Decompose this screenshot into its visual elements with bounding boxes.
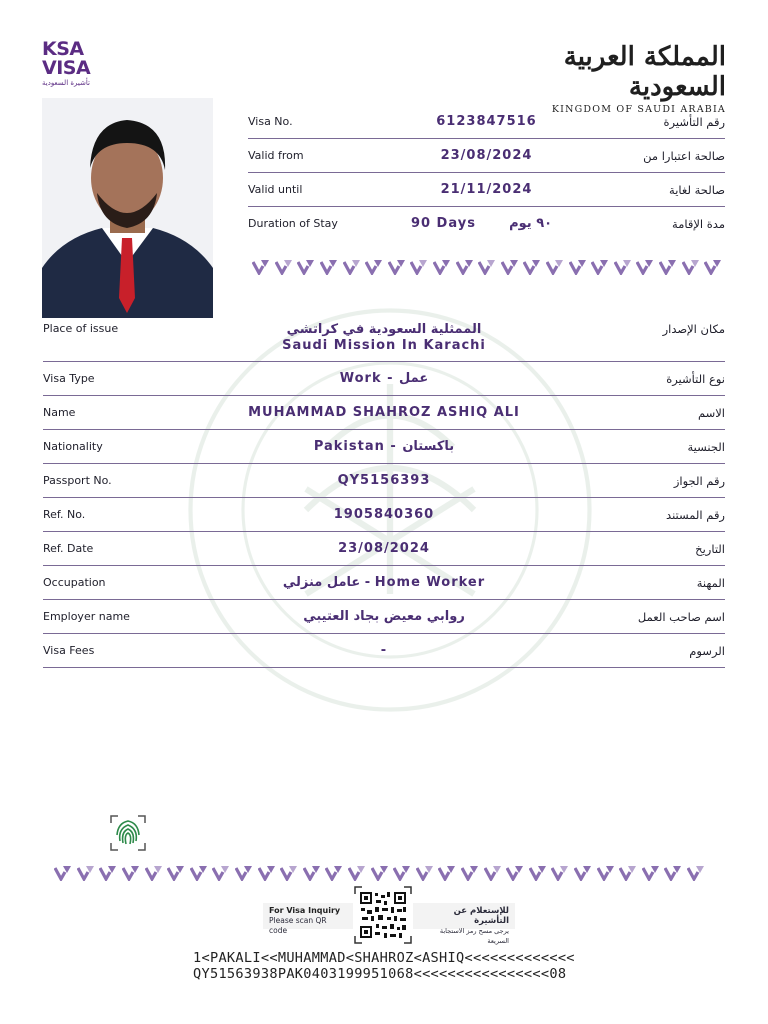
fingerprint-icon bbox=[108, 813, 148, 853]
place-of-issue-value-ar: الممثلية السعودية في كراتشي bbox=[286, 322, 482, 337]
employer-row bbox=[43, 600, 725, 634]
visa-no-label-en: Visa No. bbox=[248, 115, 293, 128]
valid-until-row bbox=[248, 173, 725, 207]
logo-visa: VISA bbox=[42, 57, 91, 79]
check-mark-icon bbox=[572, 862, 595, 882]
check-mark-icon bbox=[639, 862, 662, 882]
check-mark-icon bbox=[120, 862, 143, 882]
check-mark-icon bbox=[318, 256, 341, 276]
check-mark-icon bbox=[459, 862, 482, 882]
check-mark-icon bbox=[476, 256, 499, 276]
valid-until-label-ar: صالحة لغاية bbox=[669, 182, 725, 197]
check-mark-icon bbox=[165, 862, 188, 882]
valid-from-label-ar: صالحة اعتبارا من bbox=[643, 148, 725, 163]
inquiry-sub-en: Please scan QR code bbox=[269, 916, 327, 935]
check-mark-icon bbox=[657, 256, 680, 276]
visa-type-label-ar: نوع التأشيرة bbox=[666, 371, 725, 386]
machine-readable-zone bbox=[193, 950, 593, 982]
security-check-strip-top bbox=[250, 256, 724, 276]
check-mark-icon bbox=[255, 862, 278, 882]
check-mark-icon bbox=[142, 862, 165, 882]
check-mark-icon bbox=[210, 862, 233, 882]
ksa-visa-logo bbox=[42, 40, 112, 87]
check-mark-icon bbox=[75, 862, 98, 882]
place-of-issue-label-en: Place of issue bbox=[43, 322, 119, 335]
name-label-ar: الاسم bbox=[697, 405, 725, 420]
check-mark-icon bbox=[250, 256, 273, 276]
visa-inquiry-box-en bbox=[263, 903, 353, 935]
visa-fees-label-ar: الرسوم bbox=[689, 643, 725, 658]
valid-from-row bbox=[248, 139, 725, 173]
check-mark-icon bbox=[346, 862, 369, 882]
occupation-value: عامل منزلي - Home Worker bbox=[282, 575, 486, 590]
check-mark-icon bbox=[323, 862, 346, 882]
duration-label-en: Duration of Stay bbox=[248, 217, 338, 230]
check-mark-icon bbox=[589, 256, 612, 276]
check-mark-icon bbox=[295, 256, 318, 276]
check-mark-icon bbox=[453, 256, 476, 276]
mrz-line-1: 1<PAKALI<<MUHAMMAD<SHAHROZ<ASHIQ<<<<<<<<<<<<< bbox=[193, 950, 575, 966]
inquiry-sub-ar: يرجى مسح رمز الاستجابة السريعة bbox=[439, 927, 509, 945]
visa-type-value: Work - عمل bbox=[339, 371, 429, 386]
place-of-issue-row bbox=[43, 318, 725, 362]
check-mark-icon bbox=[97, 862, 120, 882]
check-mark-icon bbox=[634, 256, 657, 276]
check-mark-icon bbox=[544, 256, 567, 276]
check-mark-icon bbox=[431, 256, 454, 276]
check-mark-icon bbox=[278, 862, 301, 882]
name-row bbox=[43, 396, 725, 430]
check-mark-icon bbox=[504, 862, 527, 882]
check-mark-icon bbox=[617, 862, 640, 882]
place-of-issue-value-en: Saudi Mission In Karachi bbox=[282, 338, 486, 353]
logo-arabic: تأشيرة السعودية bbox=[42, 79, 90, 87]
check-mark-icon bbox=[594, 862, 617, 882]
check-mark-icon bbox=[612, 256, 635, 276]
nationality-label-en: Nationality bbox=[43, 440, 103, 453]
employer-label-ar: اسم صاحب العمل bbox=[637, 609, 725, 624]
valid-from-label-en: Valid from bbox=[248, 149, 304, 162]
qr-code-icon[interactable] bbox=[354, 886, 412, 944]
check-mark-icon bbox=[368, 862, 391, 882]
ref-date-label-ar: التاريخ bbox=[695, 541, 725, 556]
inquiry-title-ar: للإستعلام عن التأشيرة bbox=[453, 906, 509, 926]
check-mark-icon bbox=[386, 256, 409, 276]
check-mark-icon bbox=[685, 862, 708, 882]
inquiry-title-en: For Visa Inquiry bbox=[269, 906, 341, 915]
passport-no-label-ar: رقم الجواز bbox=[673, 473, 725, 488]
visa-type-label-en: Visa Type bbox=[43, 372, 95, 385]
check-mark-icon bbox=[188, 862, 211, 882]
check-mark-icon bbox=[52, 862, 75, 882]
check-mark-icon bbox=[233, 862, 256, 882]
check-mark-icon bbox=[414, 862, 437, 882]
duration-value-en: 90 Days bbox=[410, 216, 476, 231]
ref-no-label-en: Ref. No. bbox=[43, 508, 86, 521]
visa-no-row bbox=[248, 105, 725, 139]
visa-fees-label-en: Visa Fees bbox=[43, 644, 95, 657]
check-mark-icon bbox=[408, 256, 431, 276]
check-mark-icon bbox=[391, 862, 414, 882]
nationality-row bbox=[43, 430, 725, 464]
ref-no-row bbox=[43, 498, 725, 532]
employer-label-en: Employer name bbox=[43, 610, 130, 623]
place-of-issue-label-ar: مكان الإصدار bbox=[662, 322, 725, 336]
visa-fees-value: - bbox=[380, 643, 388, 658]
kingdom-arabic: المملكة العربية السعودية bbox=[563, 42, 726, 102]
check-mark-icon bbox=[499, 256, 522, 276]
check-mark-icon bbox=[549, 862, 572, 882]
occupation-row bbox=[43, 566, 725, 600]
check-mark-icon bbox=[481, 862, 504, 882]
kingdom-english: KINGDOM OF SAUDI ARABIA bbox=[551, 104, 726, 115]
valid-until-label-en: Valid until bbox=[248, 183, 303, 196]
check-mark-icon bbox=[662, 862, 685, 882]
ref-no-value: 1905840360 bbox=[333, 507, 435, 522]
occupation-label-ar: المهنة bbox=[696, 575, 725, 590]
ref-date-label-en: Ref. Date bbox=[43, 542, 94, 555]
holder-photo bbox=[42, 98, 213, 318]
ref-no-label-ar: رقم المستند bbox=[666, 507, 725, 522]
passport-no-value: QY5156393 bbox=[337, 473, 431, 488]
check-mark-icon bbox=[702, 256, 725, 276]
check-mark-icon bbox=[521, 256, 544, 276]
employer-value: روابي معيض بجاد العتيبي bbox=[303, 609, 465, 624]
check-mark-icon bbox=[363, 256, 386, 276]
occupation-label-en: Occupation bbox=[43, 576, 106, 589]
nationality-label-ar: الجنسية bbox=[687, 439, 725, 454]
passport-no-row bbox=[43, 464, 725, 498]
ref-date-value: 23/08/2024 bbox=[338, 541, 430, 556]
valid-until-value: 21/11/2024 bbox=[440, 182, 533, 197]
security-check-strip-bottom bbox=[52, 862, 707, 882]
check-mark-icon bbox=[340, 256, 363, 276]
check-mark-icon bbox=[526, 862, 549, 882]
passport-no-label-en: Passport No. bbox=[43, 474, 112, 487]
nationality-value: Pakistan - باكستان bbox=[313, 439, 455, 454]
visa-inquiry-box-ar bbox=[413, 903, 515, 945]
person-photo-icon bbox=[42, 98, 213, 318]
duration-label-ar: مدة الإقامة bbox=[672, 216, 725, 231]
check-mark-icon bbox=[679, 256, 702, 276]
visa-no-label-ar: رقم التأشيرة bbox=[663, 114, 725, 129]
valid-from-value: 23/08/2024 bbox=[440, 148, 533, 163]
check-mark-icon bbox=[301, 862, 324, 882]
mrz-line-2: QY51563938PAK0403199951068<<<<<<<<<<<<<<<<08 bbox=[193, 966, 567, 982]
name-label-en: Name bbox=[43, 406, 76, 419]
visa-fees-row bbox=[43, 634, 725, 668]
ref-date-row bbox=[43, 532, 725, 566]
duration-value-ar: ٩٠ يوم bbox=[509, 216, 553, 231]
check-mark-icon bbox=[273, 256, 296, 276]
visa-type-row bbox=[43, 362, 725, 396]
visa-no-value: 6123847516 bbox=[436, 114, 537, 129]
place-of-issue-value bbox=[43, 322, 725, 354]
check-mark-icon bbox=[436, 862, 459, 882]
logo-ksa: KSA bbox=[42, 38, 84, 60]
check-mark-icon bbox=[566, 256, 589, 276]
duration-value bbox=[238, 216, 725, 231]
name-value: MUHAMMAD SHAHROZ ASHIQ ALI bbox=[248, 405, 520, 420]
duration-row bbox=[248, 207, 725, 240]
